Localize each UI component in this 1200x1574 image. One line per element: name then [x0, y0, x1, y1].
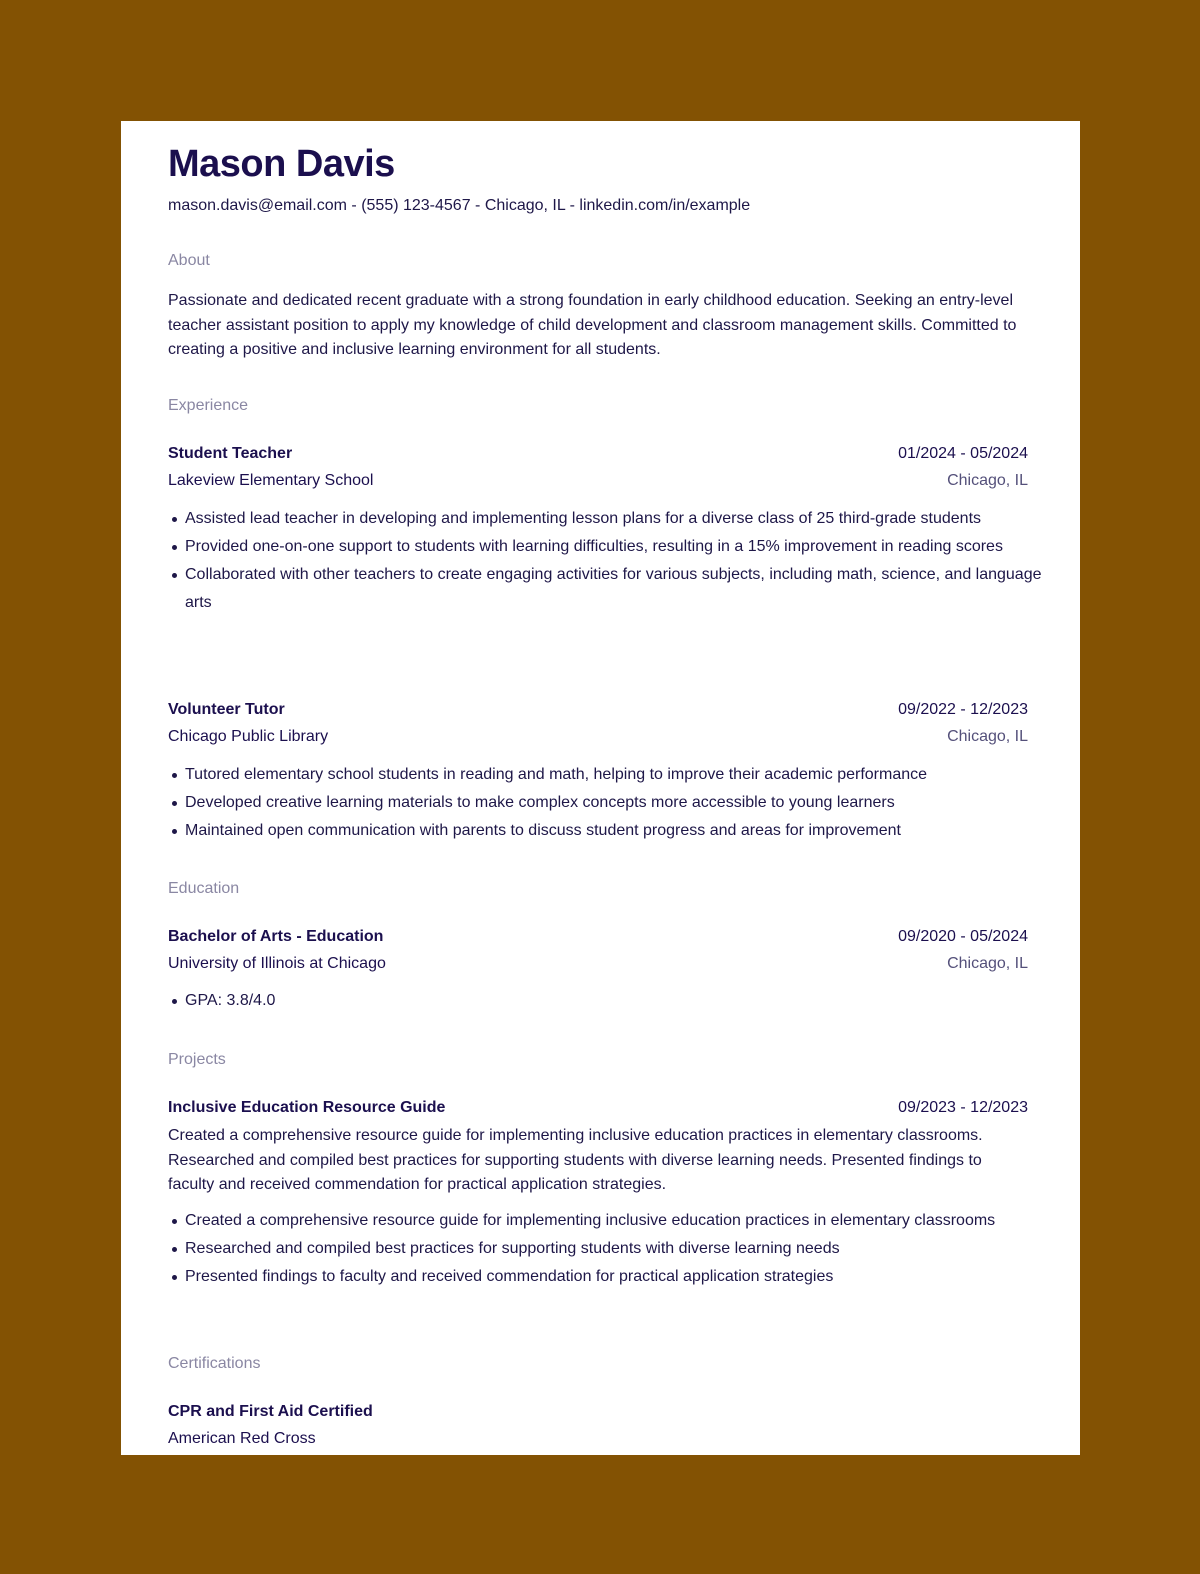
list-item: Tutored elementary school students in reading and math, helping to improve their academic performance [185, 761, 1045, 789]
organization: Chicago Public Library [168, 728, 329, 745]
section-title-projects: Projects [168, 1051, 226, 1068]
location: Chicago, IL [947, 728, 1028, 745]
experience-entry-header [168, 700, 1028, 720]
education-bullets [168, 987, 1045, 1015]
about-text: Passionate and dedicated recent graduate with a strong foundation in early childhood education. Seeking an entry-level teacher assistant position to apply my knowledge of child development and classroom management skills. Committed to creating a positive and inclusive learning environment for all students. [168, 292, 1017, 358]
certification-name: CPR and First Aid Certified [168, 1403, 373, 1420]
project-description: Created a comprehensive resource guide for implementing inclusive education practices in elementary classrooms. Researched and compiled best practices for supporting students with diverse learning needs. Presented findings to faculty and received commendation for practical application strategies. [168, 1127, 983, 1193]
list-item: Developed creative learning materials to make complex concepts more accessible to young learners [185, 789, 1045, 817]
location: Chicago, IL [947, 955, 1028, 972]
section-title-about: About [168, 252, 210, 269]
section-title-education: Education [168, 880, 240, 897]
list-item: Maintained open communication with parents to discuss student progress and areas for improvement [185, 817, 1045, 845]
certification-entry-header [168, 1402, 1028, 1422]
certification-entry-subheader [168, 1429, 1028, 1449]
list-item: Presented findings to faculty and received commendation for practical application strategies [185, 1263, 1045, 1291]
section-title-experience: Experience [168, 397, 249, 414]
education-dates: 09/2020 - 05/2024 [898, 928, 1028, 945]
education-entry-header [168, 927, 1028, 947]
experience-bullets [168, 761, 1045, 845]
list-item: GPA: 3.8/4.0 [185, 987, 1045, 1015]
job-title: Student Teacher [168, 445, 293, 462]
job-dates: 01/2024 - 05/2024 [898, 445, 1028, 462]
job-dates: 09/2022 - 12/2023 [898, 701, 1028, 718]
experience-bullets [168, 505, 1045, 617]
list-item: Collaborated with other teachers to create engaging activities for various subjects, including math, science, and language arts [185, 561, 1045, 617]
project-dates: 09/2023 - 12/2023 [898, 1099, 1028, 1116]
project-name: Inclusive Education Resource Guide [168, 1099, 446, 1116]
organization: Lakeview Elementary School [168, 472, 374, 489]
experience-entry-header [168, 444, 1028, 464]
job-title: Volunteer Tutor [168, 701, 285, 718]
contact-line: mason.davis@email.com - (555) 123-4567 - Chicago, IL - linkedin.com/in/example [168, 197, 751, 214]
location: Chicago, IL [947, 472, 1028, 489]
resume-page [121, 121, 1080, 1455]
candidate-name: Mason Davis [168, 143, 395, 185]
section-title-certifications: Certifications [168, 1355, 261, 1372]
experience-entry-subheader [168, 471, 1028, 491]
project-entry-header [168, 1098, 1028, 1118]
list-item: Created a comprehensive resource guide for implementing inclusive education practices in elementary classrooms [185, 1207, 1045, 1235]
experience-entry-subheader [168, 727, 1028, 747]
degree: Bachelor of Arts - Education [168, 928, 384, 945]
list-item: Provided one-on-one support to students with learning difficulties, resulting in a 15% improvement in reading scores [185, 533, 1045, 561]
school: University of Illinois at Chicago [168, 955, 386, 972]
certification-issuer: American Red Cross [168, 1430, 316, 1447]
list-item: Researched and compiled best practices for supporting students with diverse learning needs [185, 1235, 1045, 1263]
project-bullets [168, 1207, 1045, 1291]
education-entry-subheader [168, 954, 1028, 974]
list-item: Assisted lead teacher in developing and implementing lesson plans for a diverse class of 25 third-grade students [185, 505, 1045, 533]
